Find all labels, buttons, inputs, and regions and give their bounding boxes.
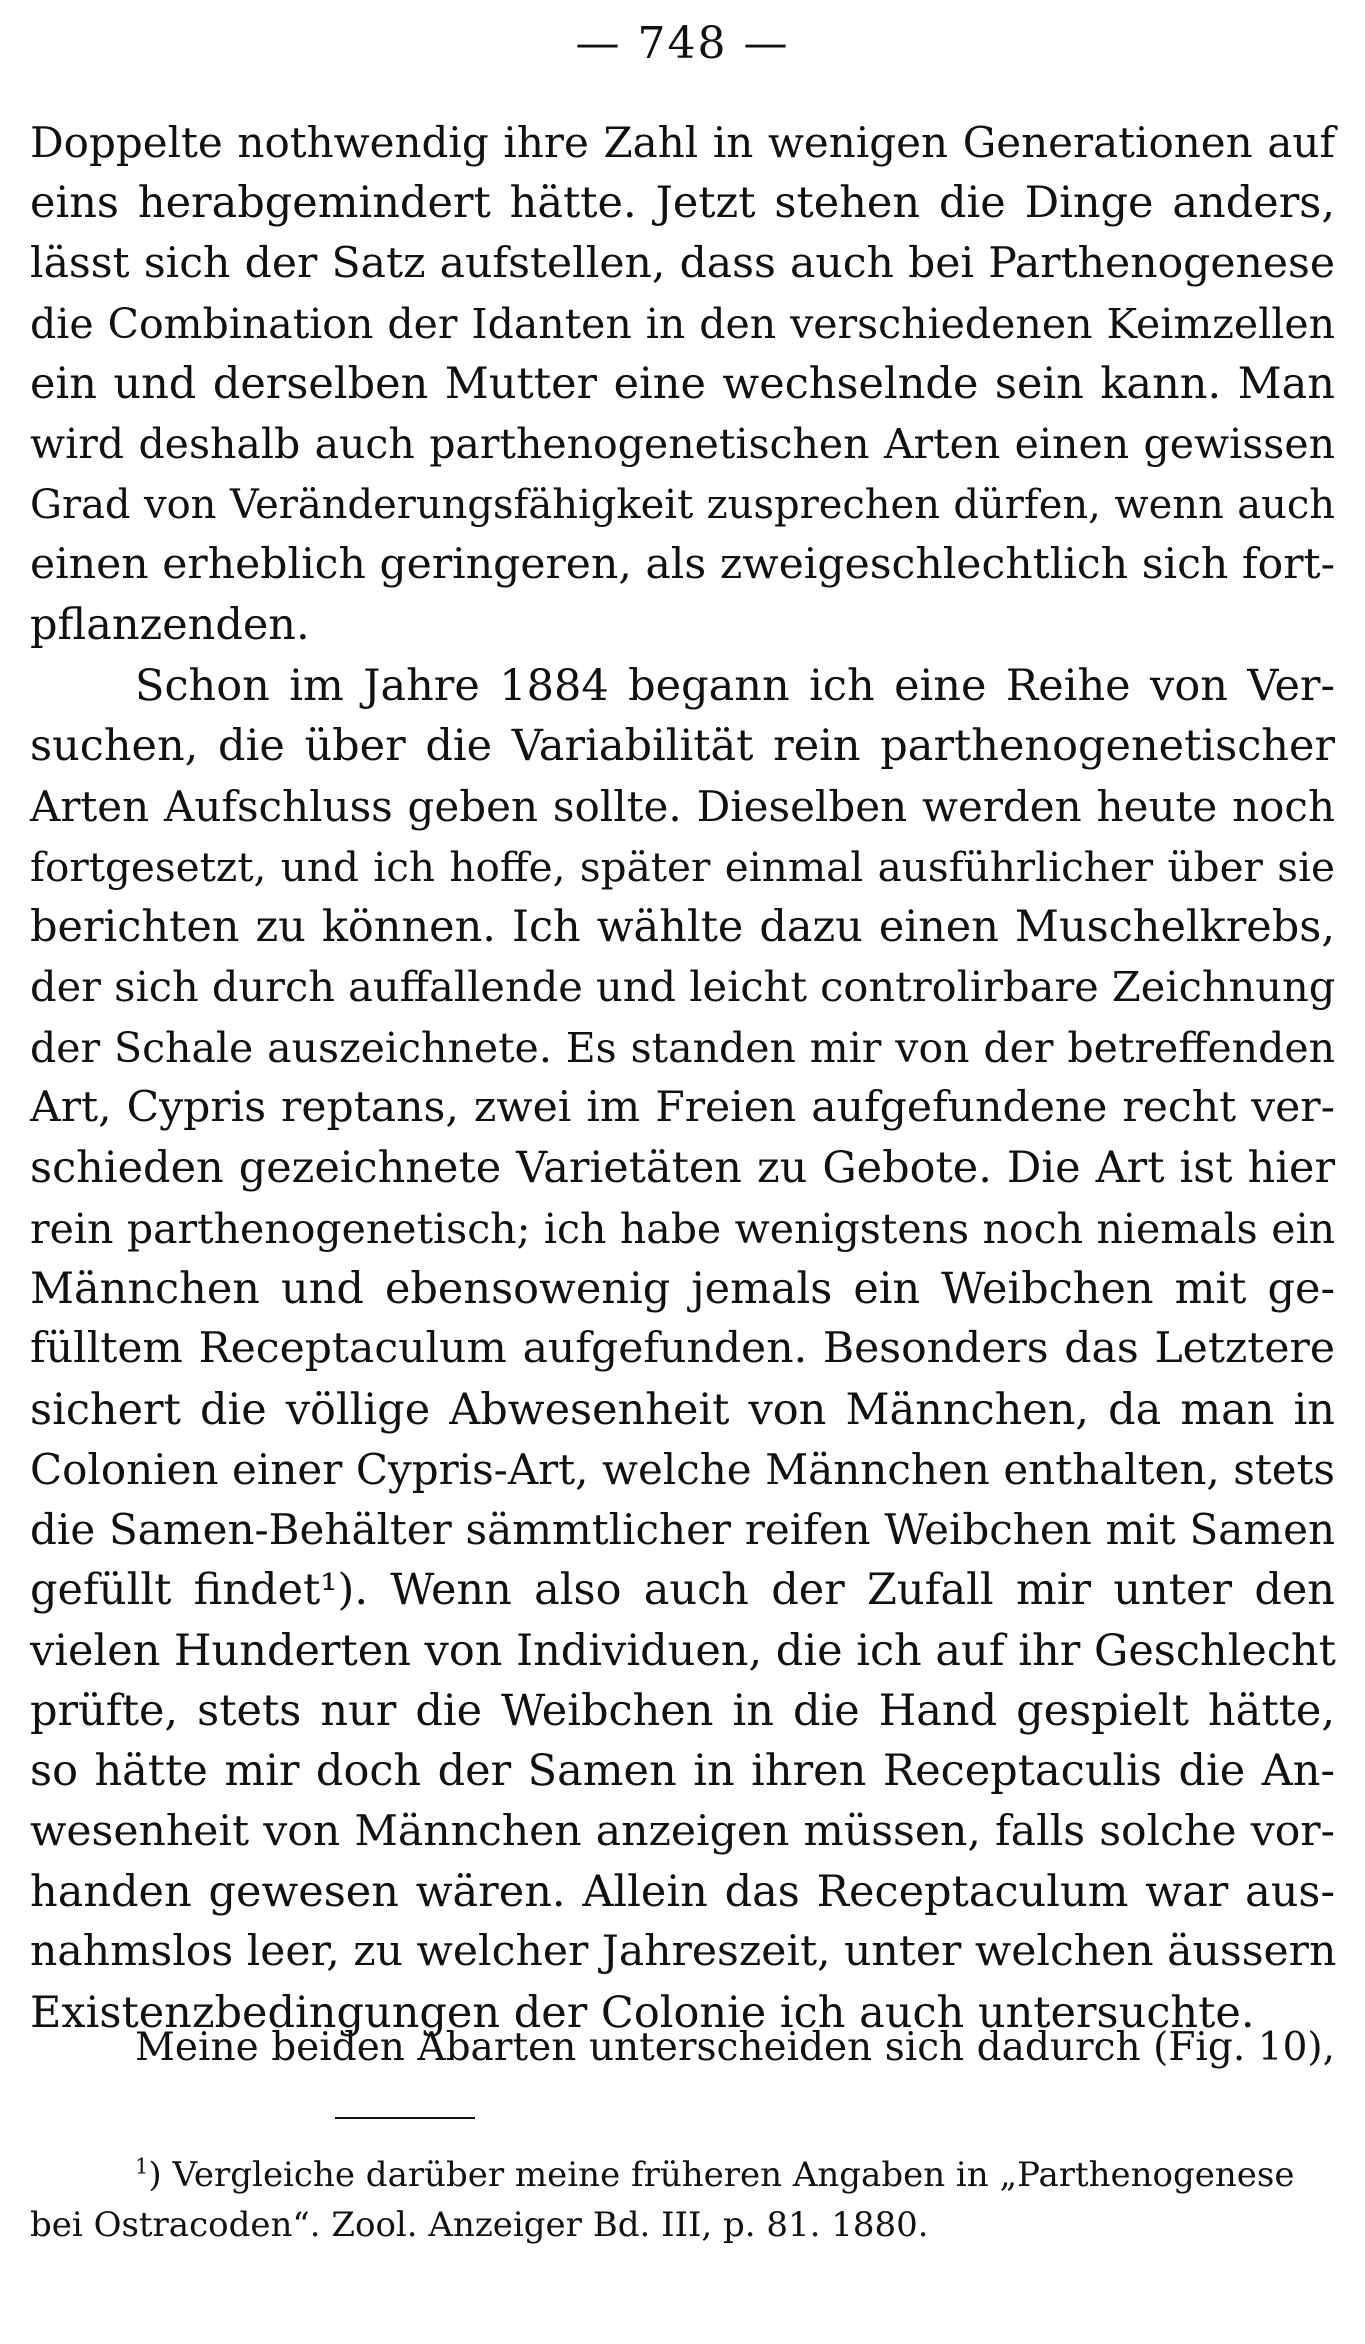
text-line: fortgesetzt, und ich hoffe, später einmal ausführlicher über sie bbox=[30, 842, 1335, 891]
footnote-line bbox=[30, 2150, 1335, 2200]
text-line: prüfte, stets nur die Weibchen in die Hand gespielt hätte, bbox=[30, 1686, 1335, 1737]
text-line: Meine beiden Abarten unterscheiden sich dadurch (Fig. 10), bbox=[135, 2025, 1335, 2070]
footnote-reference-line: gefüllt findet¹). Wenn also auch der Zufall mir unter den bbox=[30, 1565, 1335, 1616]
text-line: Art, Cypris reptans, zwei im Freien aufgefundene recht ver- bbox=[30, 1083, 1335, 1133]
text-line: fülltem Receptaculum aufgefunden. Besonders das Letztere bbox=[30, 1324, 1335, 1374]
text-line: so hätte mir doch der Samen in ihren Receptaculis die An- bbox=[30, 1746, 1335, 1797]
text-line: wird deshalb auch parthenogenetischen Arten einen gewissen bbox=[30, 420, 1335, 469]
text-line: suchen, die über die Variabilität rein parthenogenetischer bbox=[30, 721, 1335, 772]
footnote-line: bei Ostracoden“. Zool. Anzeiger Bd. III, p. 81. 1880. bbox=[30, 2205, 929, 2245]
text-line: die Combination der Idanten in den verschiedenen Keimzellen bbox=[30, 299, 1335, 348]
page-number: — 748 — bbox=[575, 18, 790, 69]
text-line: nahmslos leer, zu welcher Jahreszeit, unter welchen äussern bbox=[30, 1927, 1337, 1977]
text-line: Männchen und ebensowenig jemals ein Weibchen mit ge- bbox=[30, 1263, 1335, 1314]
text-line: Doppelte nothwendig ihre Zahl in wenigen Generationen auf bbox=[30, 118, 1335, 167]
text-line: die Samen-Behälter sämmtlicher reifen Weibchen mit Samen bbox=[30, 1505, 1335, 1555]
text-line: pflanzenden. bbox=[30, 600, 310, 651]
footnote bbox=[30, 2150, 1335, 2250]
paragraph-1 bbox=[30, 113, 1335, 656]
text-line: ein und derselben Mutter eine wechselnde sein kann. Man bbox=[30, 359, 1335, 410]
footnote-marker: 1 bbox=[135, 2153, 149, 2179]
text-line: schieden gezeichnete Varietäten zu Gebote. Die Art ist hier bbox=[30, 1143, 1335, 1194]
text-line: der sich durch auffallende und leicht controlirbare Zeichnung bbox=[30, 962, 1336, 1012]
text-line: Schon im Jahre 1884 begann ich eine Reihe von Ver- bbox=[135, 661, 1335, 711]
footnote-divider bbox=[335, 2117, 475, 2119]
text-line: rein parthenogenetisch; ich habe wenigstens noch niemals ein bbox=[30, 1204, 1335, 1253]
footnote-text: ) Vergleiche darüber meine früheren Angaben in „Parthenogenese bbox=[148, 2155, 1295, 2195]
text-line: wesenheit von Männchen anzeigen müssen, falls solche vor- bbox=[30, 1806, 1335, 1856]
text-line: vielen Hunderten von Individuen, die ich auf ihr Geschlecht bbox=[30, 1625, 1336, 1676]
text-line: Existenzbedingungen der Colonie ich auch untersuchte. bbox=[30, 1987, 1255, 2038]
text-line: Grad von Veränderungsfähigkeit zusprechen dürfen, wenn auch bbox=[30, 481, 1335, 528]
text-line: Colonien einer Cypris-Art, welche Männchen enthalten, stets bbox=[30, 1444, 1335, 1494]
text-line: berichten zu können. Ich wählte dazu einen Muschelkrebs, bbox=[30, 902, 1335, 953]
text-line: einen erheblich geringeren, als zweigeschlechtlich sich fort- bbox=[30, 540, 1335, 590]
text-line: der Schale auszeichnete. Es standen mir von der betreffenden bbox=[30, 1023, 1335, 1072]
text-line: handen gewesen wären. Allein das Receptaculum war aus- bbox=[30, 1866, 1335, 1917]
text-line: sichert die völlige Abwesenheit von Männchen, da man in bbox=[30, 1384, 1335, 1435]
text-line: eins herabgemindert hätte. Jetzt stehen die Dinge anders, bbox=[30, 178, 1335, 229]
paragraph-3 bbox=[30, 2018, 1335, 2078]
text-line: lässt sich der Satz aufstellen, dass auch bei Parthenogenese bbox=[30, 238, 1335, 288]
text-line: Arten Aufschluss geben sollte. Dieselben werden heute noch bbox=[30, 781, 1335, 831]
paragraph-2 bbox=[30, 656, 1335, 2043]
